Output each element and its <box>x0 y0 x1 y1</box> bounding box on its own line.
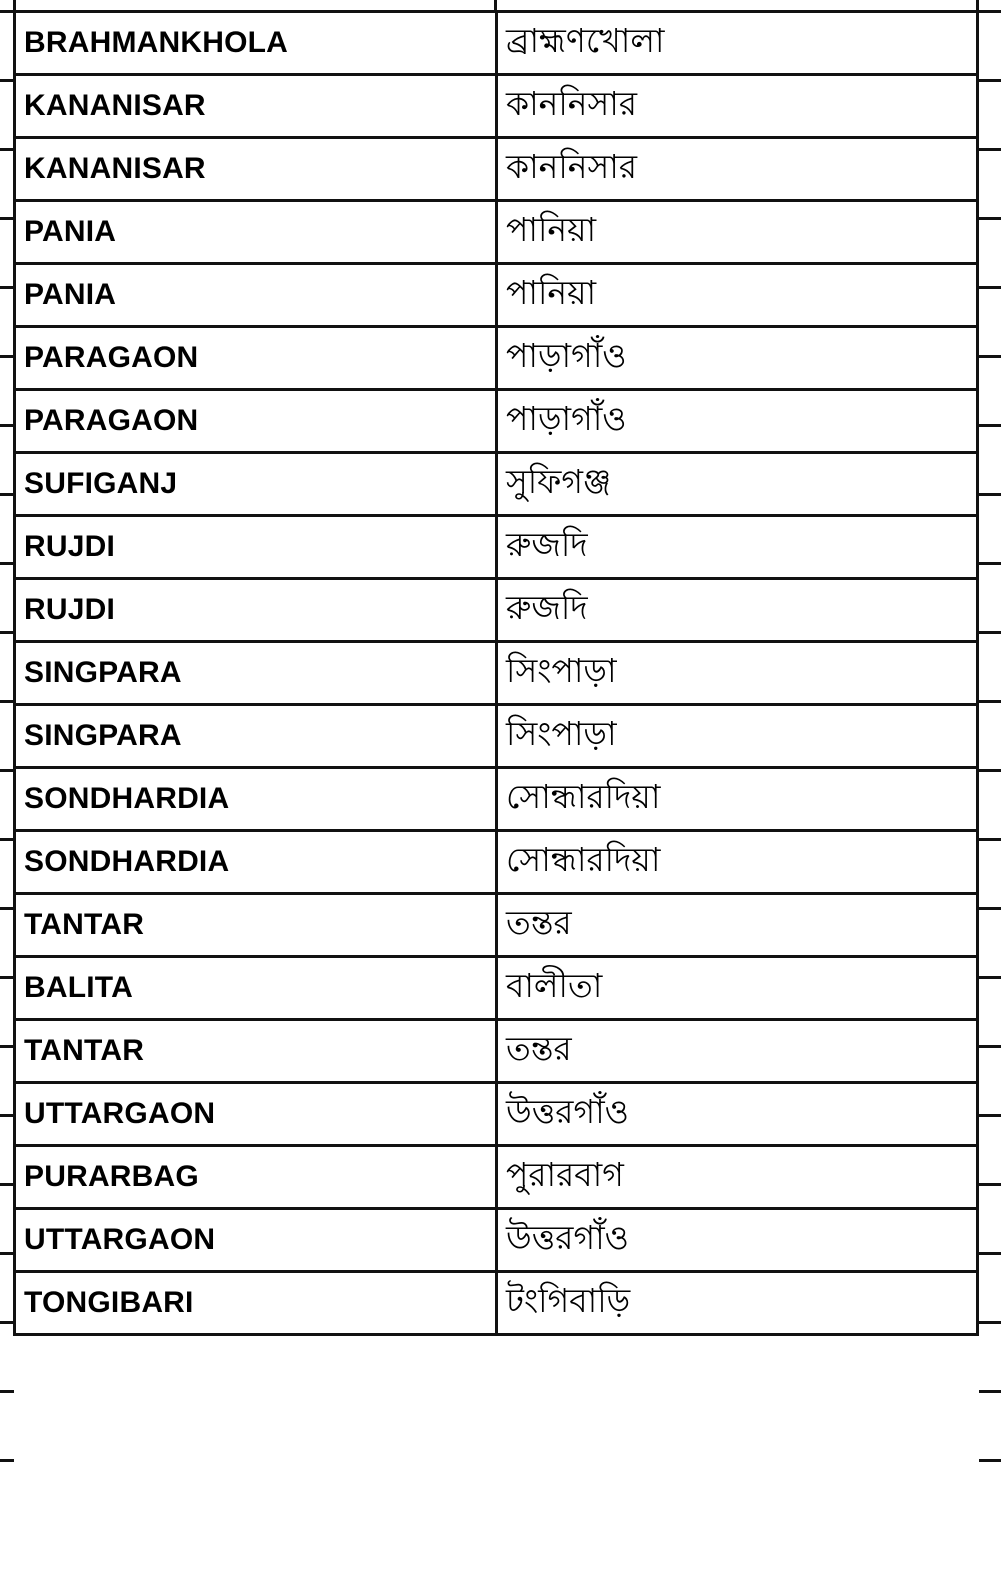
row-divider-stub <box>0 700 14 703</box>
row-divider-stub <box>979 1114 1001 1117</box>
bengali-name-cell: পানিয়া <box>497 264 978 327</box>
left-cropped-column-edge <box>0 10 14 1461</box>
table-row <box>15 327 978 390</box>
bengali-name-cell: সুফিগঞ্জ <box>497 453 978 516</box>
table-row <box>15 12 978 75</box>
row-divider-stub <box>979 493 1001 496</box>
table-row <box>15 642 978 705</box>
row-divider-stub <box>979 631 1001 634</box>
table-row <box>15 1146 978 1209</box>
row-divider-stub <box>979 562 1001 565</box>
row-divider-stub <box>0 355 14 358</box>
row-divider-stub <box>979 355 1001 358</box>
place-names-table <box>13 10 979 1336</box>
bengali-name-cell: তন্তর <box>497 894 978 957</box>
bengali-name-cell: টংগিবাড়ি <box>497 1272 978 1335</box>
bengali-name-cell: কাননিসার <box>497 75 978 138</box>
row-divider-stub <box>979 700 1001 703</box>
bengali-name-cell: কাননিসার <box>497 138 978 201</box>
english-name-cell: SUFIGANJ <box>15 453 497 516</box>
table-row <box>15 957 978 1020</box>
row-divider-stub <box>979 148 1001 151</box>
row-divider-stub <box>979 838 1001 841</box>
row-divider-stub <box>0 148 14 151</box>
english-name-cell: UTTARGAON <box>15 1083 497 1146</box>
right-cropped-column-edge <box>979 10 1001 1461</box>
english-name-cell: BRAHMANKHOLA <box>15 12 497 75</box>
table-row <box>15 768 978 831</box>
table-row <box>15 1272 978 1335</box>
english-name-cell: KANANISAR <box>15 75 497 138</box>
row-divider-stub <box>0 562 14 565</box>
english-name-cell: RUJDI <box>15 516 497 579</box>
table-body <box>15 12 978 1335</box>
row-divider-stub <box>0 10 14 13</box>
table-row <box>15 1209 978 1272</box>
row-divider-stub <box>0 631 14 634</box>
english-name-cell: TANTAR <box>15 1020 497 1083</box>
row-divider-stub <box>979 1252 1001 1255</box>
english-name-cell: BALITA <box>15 957 497 1020</box>
english-name-cell: SONDHARDIA <box>15 831 497 894</box>
table-row <box>15 579 978 642</box>
bengali-name-cell: পাড়াগাঁও <box>497 327 978 390</box>
english-name-cell: KANANISAR <box>15 138 497 201</box>
english-name-cell: PARAGAON <box>15 327 497 390</box>
bengali-name-cell: পুরারবাগ <box>497 1146 978 1209</box>
table-row <box>15 705 978 768</box>
row-divider-stub <box>0 976 14 979</box>
bengali-name-cell: রুজদি <box>497 579 978 642</box>
table-row <box>15 894 978 957</box>
row-divider-stub <box>0 907 14 910</box>
row-divider-stub <box>0 1459 14 1462</box>
row-divider-stub <box>979 79 1001 82</box>
table-row <box>15 264 978 327</box>
bengali-name-cell: সিংপাড়া <box>497 642 978 705</box>
row-divider-stub <box>0 1114 14 1117</box>
row-divider-stub <box>0 1390 14 1393</box>
table-row <box>15 75 978 138</box>
table-row <box>15 453 978 516</box>
bengali-name-cell: তন্তর <box>497 1020 978 1083</box>
row-divider-stub <box>0 769 14 772</box>
bengali-name-cell: ব্রাহ্মণখোলা <box>497 12 978 75</box>
bengali-name-cell: উত্তরগাঁও <box>497 1209 978 1272</box>
table-row <box>15 1083 978 1146</box>
english-name-cell: PURARBAG <box>15 1146 497 1209</box>
english-name-cell: PARAGAON <box>15 390 497 453</box>
english-name-cell: TANTAR <box>15 894 497 957</box>
bengali-name-cell: সিংপাড়া <box>497 705 978 768</box>
english-name-cell: RUJDI <box>15 579 497 642</box>
row-divider-stub <box>979 1459 1001 1462</box>
english-name-cell: PANIA <box>15 264 497 327</box>
table-row <box>15 390 978 453</box>
table-row <box>15 138 978 201</box>
row-divider-stub <box>979 1183 1001 1186</box>
row-divider-stub <box>0 79 14 82</box>
row-divider-stub <box>979 1390 1001 1393</box>
table-row <box>15 1020 978 1083</box>
bengali-name-cell: বালীতা <box>497 957 978 1020</box>
row-divider-stub <box>979 286 1001 289</box>
row-divider-stub <box>0 424 14 427</box>
bengali-name-cell: সোন্ধারদিয়া <box>497 831 978 894</box>
bengali-name-cell: সোন্ধারদিয়া <box>497 768 978 831</box>
table-row <box>15 516 978 579</box>
bengali-name-cell: পানিয়া <box>497 201 978 264</box>
row-divider-stub <box>0 217 14 220</box>
row-divider-stub <box>0 286 14 289</box>
row-divider-stub <box>979 1321 1001 1324</box>
bengali-name-cell: উত্তরগাঁও <box>497 1083 978 1146</box>
table-row <box>15 831 978 894</box>
row-divider-stub <box>0 1045 14 1048</box>
row-divider-stub <box>979 217 1001 220</box>
row-divider-stub <box>0 1252 14 1255</box>
row-divider-stub <box>979 1045 1001 1048</box>
english-name-cell: SINGPARA <box>15 705 497 768</box>
row-divider-stub <box>979 424 1001 427</box>
english-name-cell: UTTARGAON <box>15 1209 497 1272</box>
row-divider-stub <box>0 493 14 496</box>
english-name-cell: SINGPARA <box>15 642 497 705</box>
row-divider-stub <box>0 838 14 841</box>
row-divider-stub <box>979 769 1001 772</box>
row-divider-stub <box>979 907 1001 910</box>
row-divider-stub <box>979 10 1001 13</box>
bengali-name-cell: রুজদি <box>497 516 978 579</box>
row-divider-stub <box>0 1183 14 1186</box>
row-divider-stub <box>0 1321 14 1324</box>
english-name-cell: SONDHARDIA <box>15 768 497 831</box>
row-divider-stub <box>979 976 1001 979</box>
english-name-cell: TONGIBARI <box>15 1272 497 1335</box>
bengali-name-cell: পাড়াগাঁও <box>497 390 978 453</box>
english-name-cell: PANIA <box>15 201 497 264</box>
table-row <box>15 201 978 264</box>
